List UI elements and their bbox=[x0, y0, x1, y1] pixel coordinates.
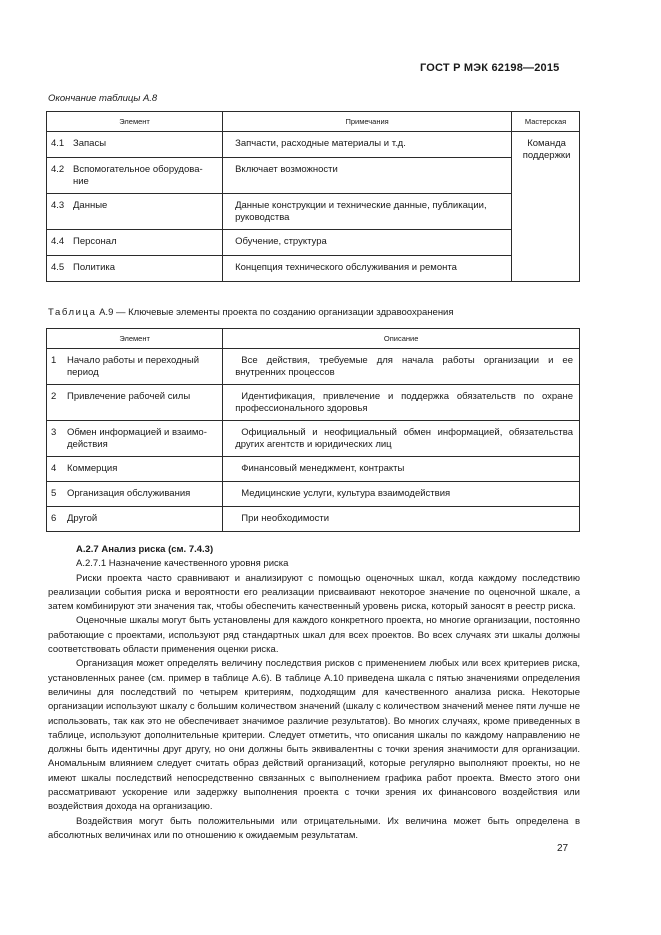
table-a9 bbox=[46, 328, 580, 532]
description-cell: Медицинские услуги, культура взаимодействия bbox=[241, 488, 451, 499]
table-a9-caption bbox=[48, 307, 454, 318]
description-cell: Финансовый менеджмент, контракты bbox=[241, 463, 405, 474]
row-number: 4.2 bbox=[51, 164, 65, 175]
subsection-title: А.2.7.1 Назначение качественного уровня риска bbox=[76, 558, 289, 570]
row-number: 4 bbox=[51, 463, 57, 474]
paragraph: Оценочные шкалы могут быть установлены для каждого конкретного проекта, но многие организации, постоянно работающие с проектами, используют ряд стандартных шкал для всех проектов. Во всех случаях эти шкалы должны соответствовать области применения оценки риска. bbox=[48, 615, 580, 656]
row-number: 6 bbox=[51, 513, 57, 524]
table-row bbox=[47, 421, 580, 457]
element-cell: Начало работы и переходный период bbox=[67, 355, 200, 378]
table-row bbox=[47, 482, 580, 507]
table-row bbox=[47, 230, 580, 256]
paragraph: Организация может определять величину последствия рисков с применением любых или всех критериев риска, установленных ранее (см. пример в таблице А.6). В таблице А.10 приведена шкала с пятью значениями определения величины для последствий по четырем критериям, подходящим для качественного анализа риска. Некоторые организации используют шкалу с большим количеством значений (шкалу с количеством значений менее пяти лучше не использовать, так как это не обеспечивает значимое различие результатов). Во многих случаях, кроме приведенных в таблице, используют дополнительные критерии. Следует отметить, что описания шкалы по каждому направлению не должны быть идентичны друг другу, но они должны быть эквивалентны с точки зрения значимости для организации. Аномальным влиянием следует считать образ действий организаций, которые регулярно выполняют проекты, но не имеют шкалы последствий непосредственно связанных с выполнением графика работ проекта. Вместо этого они рассматривают ускорение или задержку выполнения проекта с точки зрения их финансового воздействия или воздействия дохода на организацию. bbox=[48, 658, 580, 813]
description-cell: Официальный и неофициальный обмен информацией, обязательства других агентств и юридических лиц bbox=[235, 427, 573, 450]
element-cell: Данные bbox=[73, 200, 108, 211]
column-header: Мастерская bbox=[512, 112, 580, 132]
caption-prefix: Таблица bbox=[48, 307, 97, 318]
description-cell: Все действия, требуемые для начала работы организации и ее внутренних процессов bbox=[235, 355, 573, 378]
paragraph: Воздействия могут быть положительными или отрицательными. Их величина может быть определена в абсолютных величинах или по отношению к ожидаемым результатам. bbox=[48, 815, 580, 841]
table-header-row bbox=[47, 329, 580, 349]
row-number: 4.5 bbox=[51, 262, 65, 273]
note-cell: Данные конструкции и технические данные, публикации, руководства bbox=[235, 200, 487, 223]
workshop-cell: Команда поддержки bbox=[522, 138, 571, 161]
row-number: 4.4 bbox=[51, 236, 65, 247]
table-row bbox=[47, 349, 580, 385]
note-cell: Включает возможности bbox=[235, 164, 338, 175]
table-row bbox=[47, 385, 580, 421]
table-header-row bbox=[47, 112, 580, 132]
table-row bbox=[47, 158, 580, 194]
row-number: 1 bbox=[51, 355, 57, 366]
note-cell: Запчасти, расходные материалы и т.д. bbox=[235, 138, 406, 149]
caption-text: А.9 — Ключевые элементы проекта по созданию организации здравоохранения bbox=[96, 307, 454, 318]
row-number: 4.3 bbox=[51, 200, 65, 211]
element-cell: Привлечение рабочей силы bbox=[67, 391, 191, 402]
row-number: 3 bbox=[51, 427, 57, 438]
column-header: Элемент bbox=[47, 329, 223, 349]
table-row bbox=[47, 457, 580, 482]
note-cell: Обучение, структура bbox=[235, 236, 327, 247]
element-cell: Запасы bbox=[73, 138, 107, 149]
section-title: А.2.7 Анализ риска (см. 7.4.3) bbox=[76, 544, 214, 555]
description-cell: Идентификация, привлечение и поддержка обязательств по охране профессионального здоровья bbox=[235, 391, 573, 414]
column-header: Примечания bbox=[223, 112, 512, 132]
element-cell: Обмен информацией и взаимо-действия bbox=[67, 427, 207, 450]
note-cell: Концепция технического обслуживания и ремонта bbox=[235, 262, 457, 273]
element-cell: Организация обслуживания bbox=[67, 488, 191, 499]
section-body bbox=[48, 543, 580, 843]
element-cell: Другой bbox=[67, 513, 98, 524]
element-cell: Персонал bbox=[73, 236, 117, 247]
element-cell: Коммерция bbox=[67, 463, 118, 474]
element-cell: Политика bbox=[73, 262, 116, 273]
table-row bbox=[47, 507, 580, 532]
paragraph: Риски проекта часто сравнивают и анализируют с помощью оценочных шкал, когда каждому последствию реализации события риска и вероятности его реализации присваивают некоторое значение по оценочной шкале, а затем комбинируют эти значения так, чтобы обеспечить качественный уровень риска, который заносят в реестр риска. bbox=[48, 572, 580, 613]
description-cell: При необходимости bbox=[241, 513, 330, 524]
table-a8-caption: Окончание таблицы А.8 bbox=[48, 93, 158, 104]
row-number: 5 bbox=[51, 488, 57, 499]
table-row bbox=[47, 132, 580, 158]
document-header: ГОСТ Р МЭК 62198—2015 bbox=[420, 62, 560, 74]
column-header: Элемент bbox=[47, 112, 223, 132]
table-a8 bbox=[46, 111, 580, 282]
row-number: 2 bbox=[51, 391, 57, 402]
row-number: 4.1 bbox=[51, 138, 65, 149]
table-row bbox=[47, 194, 580, 230]
column-header: Описание bbox=[223, 329, 580, 349]
page-number: 27 bbox=[557, 843, 569, 854]
element-cell: Вспомогательное оборудова-ние bbox=[73, 164, 203, 187]
table-row bbox=[47, 256, 580, 282]
